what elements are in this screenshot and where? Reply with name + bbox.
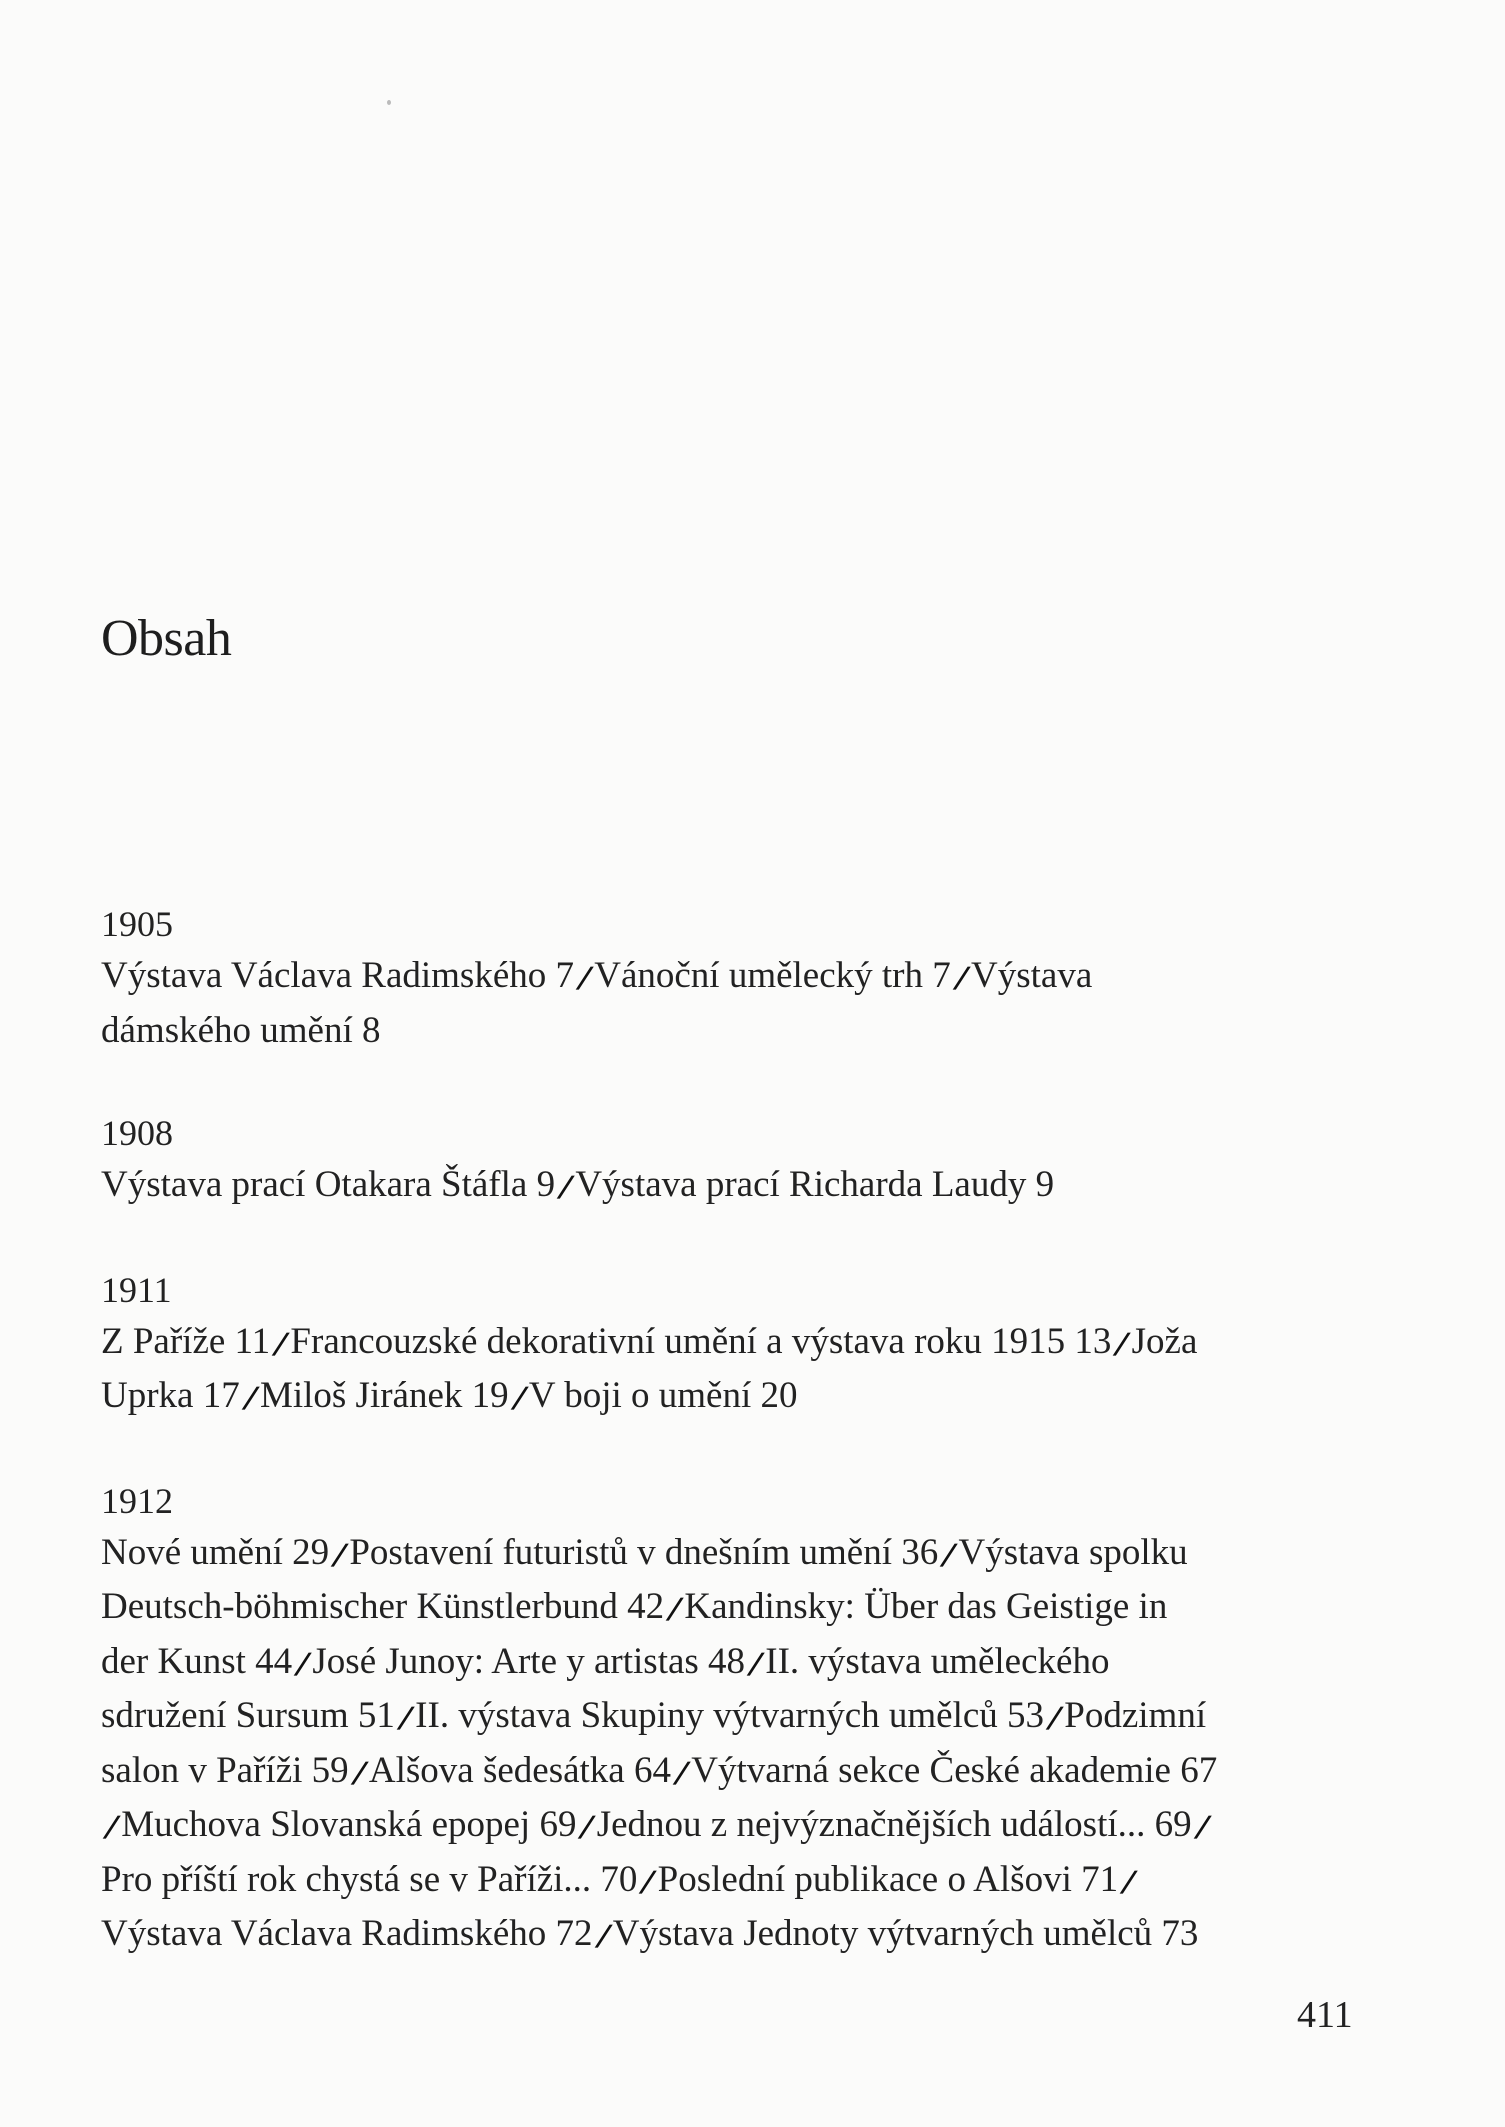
separator-slash: / [596,1919,612,1952]
entry-line [101,1581,1361,1636]
separator-slash: / [580,1810,596,1843]
separator-slash: / [1115,1326,1131,1360]
separator-slash: / [748,1646,764,1680]
toc-entry: Výstava [971,955,1093,996]
section-entries [101,950,1361,1057]
separator-slash: / [273,1326,289,1360]
toc-entry: Kandinsky: Über das Geistige in [684,1586,1168,1627]
toc-entry: II. výstava uměleckého [765,1640,1110,1682]
separator-slash: / [674,1755,690,1789]
separator-slash: / [295,1646,311,1680]
entry-line [101,1159,1361,1214]
separator-slash: / [577,961,593,994]
toc-section-1911 [101,1264,1361,1425]
table-of-contents [101,898,1361,2013]
toc-entry: Výstava spolku [958,1531,1188,1573]
toc-entry: Alšova šedesátka 64 [368,1749,671,1791]
entry-line [101,1908,1361,1963]
toc-entry: V boji o umění 20 [528,1375,798,1416]
separator-slash: / [1195,1810,1211,1843]
section-entries [101,1316,1361,1425]
section-entries [101,1159,1361,1214]
toc-entry: Výstava Václava Radimského 7 [101,955,574,996]
toc-entry: Uprka 17 [101,1375,240,1416]
separator-slash: / [1047,1701,1063,1734]
entry-line [101,1799,1361,1854]
separator-slash: / [954,961,970,994]
section-year: 1908 [101,1113,173,1153]
toc-entry: Výstava prací Otakara Štáfla 9 [101,1164,556,1205]
toc-entry: Deutsch-böhmischer Künstlerbund 42 [101,1586,665,1627]
toc-entry: Z Paříže 11 [101,1320,271,1362]
section-year: 1905 [101,904,173,944]
toc-entry: Nové umění 29 [101,1531,330,1573]
toc-entry: Vánoční umělecký trh 7 [594,955,951,996]
toc-entry: Postavení futuristů v dnešním umění 36 [349,1531,939,1573]
toc-entry: Muchova Slovanská epopej 69 [121,1804,577,1845]
section-entries [101,1527,1361,1963]
toc-entry: Výtvarná sekce České akademie 67 [691,1749,1218,1791]
toc-entry: Miloš Jiránek 19 [259,1375,509,1416]
separator-slash: / [512,1381,528,1414]
toc-entry: Joža [1131,1320,1198,1362]
separator-slash: / [243,1381,259,1414]
toc-entry: der Kunst 44 [101,1640,293,1682]
section-year: 1912 [101,1480,173,1521]
toc-entry: dámského umění 8 [101,1009,381,1051]
section-year: 1911 [101,1269,172,1310]
entry-line [101,950,1361,1005]
entry-line [101,1316,1361,1371]
scan-speck [387,100,391,105]
toc-entry: Poslední publikace o Alšovi 71 [657,1858,1119,1900]
separator-slash: / [942,1537,957,1571]
separator-slash: / [104,1810,120,1843]
toc-entry: Podzimní [1064,1695,1207,1736]
separator-slash: / [352,1755,368,1789]
toc-entry: salon v Paříži 59 [101,1749,349,1791]
toc-entry: José Junoy: Arte y artistas 48 [312,1640,746,1682]
toc-entry: Pro příští rok chystá se v Paříži... 70 [101,1858,638,1900]
entry-line [101,1005,1361,1058]
separator-slash: / [332,1537,348,1571]
toc-section-1912 [101,1475,1361,1963]
separator-slash: / [558,1170,574,1203]
toc-entry: II. výstava Skupiny výtvarných umělců 53 [415,1695,1045,1736]
toc-entry: Výstava Václava Radimského 72 [101,1913,593,1954]
entry-line [101,1370,1361,1425]
separator-slash: / [398,1701,414,1734]
page-title: Obsah [101,610,232,667]
toc-section-1905 [101,898,1361,1057]
toc-entry: Výstava Jednoty výtvarných umělců 73 [612,1913,1199,1954]
separator-slash: / [1121,1864,1137,1898]
entry-line [101,1745,1361,1800]
separator-slash: / [641,1864,657,1898]
separator-slash: / [667,1592,683,1625]
entry-line [101,1854,1361,1909]
toc-entry: Francouzské dekorativní umění a výstava roku 1915 13 [290,1320,1112,1362]
toc-entry: sdružení Sursum 51 [101,1695,395,1736]
toc-entry: Jednou z nejvýznačnějších událostí... 69 [596,1804,1192,1845]
page-number: 411 [1297,1994,1353,2036]
entry-line [101,1527,1361,1582]
toc-entry: Výstava prací Richarda Laudy 9 [575,1164,1055,1205]
entry-line [101,1636,1361,1691]
toc-section-1908 [101,1107,1361,1214]
entry-line [101,1690,1361,1745]
